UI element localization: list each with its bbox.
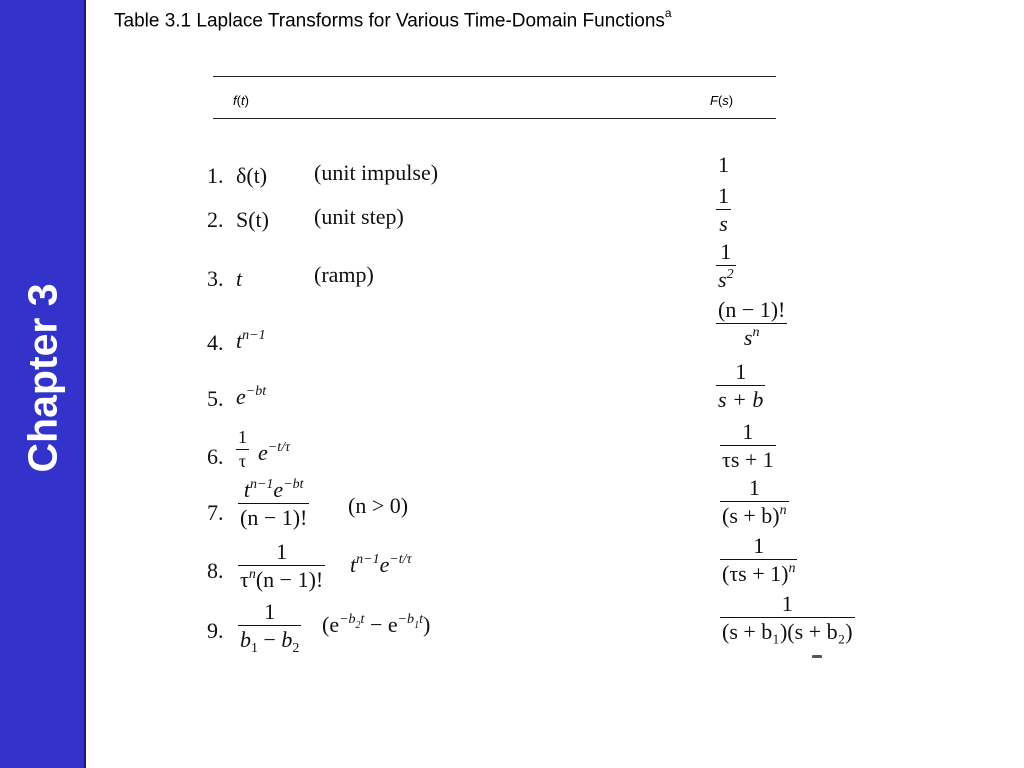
time-function-coefficient: 1 $b_1 - b_2$ [240, 599, 300, 657]
time-function: $(e^{-b_2t} - e^{-b_1t})$ [322, 612, 431, 637]
table-header-rule [213, 118, 776, 119]
time-function: $e^{-t/\tau}$ [258, 440, 291, 465]
sidebar [0, 0, 86, 768]
row-number: 6. [207, 444, 224, 469]
time-function: δ(t) [236, 163, 268, 188]
laplace-transform: 1 $(s + b)^n$ [722, 475, 787, 529]
column-header-fs: F(s) [710, 93, 734, 108]
scan-artifact [812, 655, 822, 658]
time-function-coefficient: 1 τ [238, 427, 247, 471]
time-function-coefficient: 1 $\tau^n(n - 1)$! [240, 539, 324, 593]
column-header-ft: f(t) [233, 93, 249, 108]
laplace-transform: (n − 1)! $s^n$ [718, 297, 786, 351]
time-function: S(t) [236, 207, 269, 232]
time-function: $e^{-bt}$ [236, 384, 267, 409]
laplace-transform: 1 s + b [718, 359, 764, 413]
laplace-transform: 1 s [718, 183, 729, 237]
row-number: 2. [207, 207, 224, 232]
row-number: 9. [207, 618, 224, 643]
time-function: $t^{n-1}$ [236, 328, 266, 353]
laplace-transform: 1 $(\tau s + 1)^n$ [722, 533, 796, 587]
laplace-transform: 1 τs + 1 [722, 419, 774, 473]
table-title [114, 8, 672, 32]
function-condition: (n > 0) [348, 493, 409, 518]
row-number: 3. [207, 266, 224, 291]
row-number: 5. [207, 386, 224, 411]
laplace-transform: 1 (s + b₁)(s + b₂) [722, 591, 853, 645]
laplace-transform: 1 [718, 152, 729, 177]
time-function: $t^{n-1}e^{-t/\tau}$ [350, 552, 412, 577]
table-top-rule [213, 76, 776, 77]
row-number: 4. [207, 330, 224, 355]
function-description: (ramp) [314, 262, 374, 287]
row-number: 7. [207, 500, 224, 525]
table-title-text: Table 3.1 Laplace Transforms for Various Time-Domain Functions [114, 10, 665, 32]
function-description: (unit impulse) [314, 160, 439, 185]
function-description: (unit step) [314, 204, 404, 229]
chapter-label: Chapter 3 [19, 283, 66, 473]
footnote-mark: a [664, 6, 672, 20]
row-number: 1. [207, 163, 224, 188]
time-function: $t^{n-1}e^{-bt}$ (n − 1)! [240, 477, 308, 531]
time-function: t [236, 266, 243, 291]
row-number: 8. [207, 558, 224, 583]
laplace-transform: 1 $s^2$ [718, 239, 734, 293]
